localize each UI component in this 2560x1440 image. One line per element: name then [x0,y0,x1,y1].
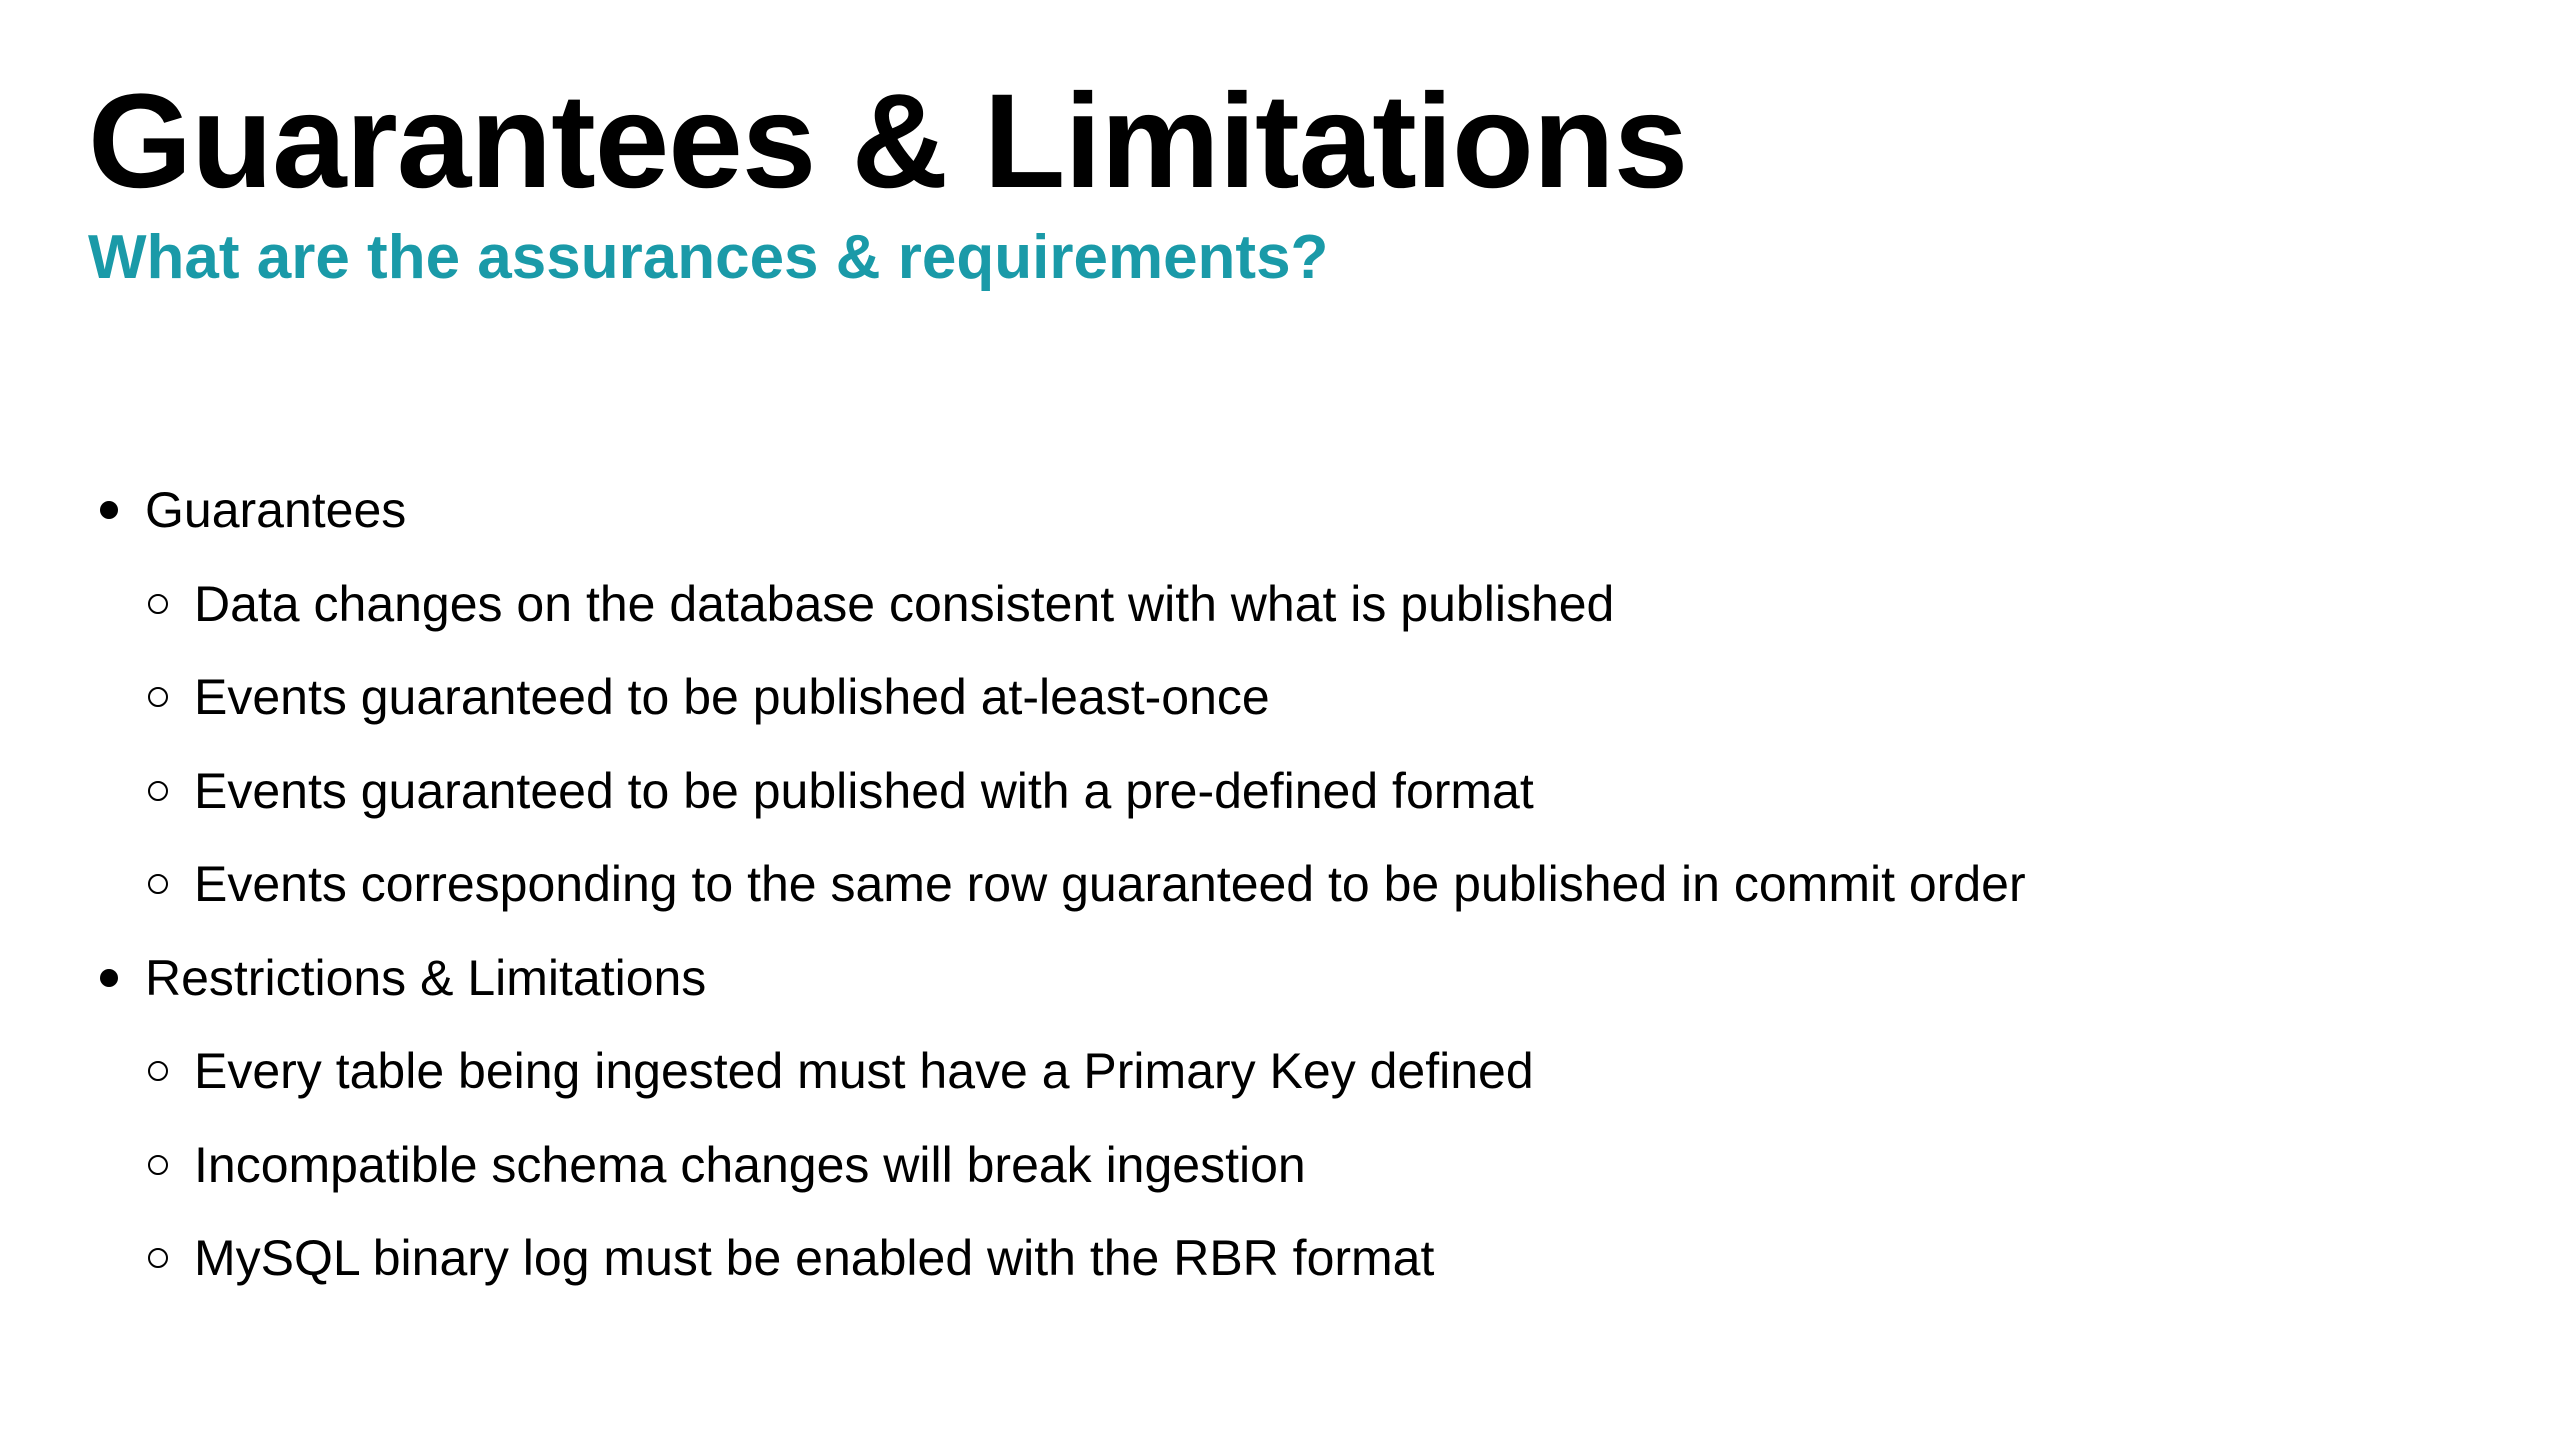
slide-subtitle: What are the assurances & requirements? [88,223,1329,292]
sub-bullet-text: Data changes on the database consistent with what is published [194,575,1615,632]
sub-bullet-text: Events corresponding to the same row guaranteed to be published in commit order [194,856,2026,912]
sub-bullet-item [0,844,2560,938]
bullet-guarantees [0,470,2560,564]
hollow-bullet-icon [148,751,168,831]
bullet-list [0,470,2560,1312]
sub-bullet-item [0,1218,2560,1312]
bullet-label: Guarantees [145,482,407,538]
sub-bullet-text: Events guaranteed to be published at-least-once [194,669,1270,725]
hollow-bullet-icon [148,1125,168,1205]
sub-bullet-item [0,1031,2560,1125]
sub-bullet-text: MySQL binary log must be enabled with the RBR format [194,1230,1435,1286]
hollow-bullet-icon [148,844,168,924]
filled-bullet-icon [100,470,118,550]
bullet-label: Restrictions & Limitations [145,949,707,1006]
sub-bullet-item [0,1125,2560,1219]
hollow-bullet-icon [148,564,168,644]
sub-bullet-text: Incompatible schema changes will break ingestion [194,1136,1306,1193]
sub-bullet-item [0,751,2560,845]
sub-bullet-text: Every table being ingested must have a Primary Key defined [194,1043,1534,1099]
slide-title: Guarantees & Limitations [88,67,1688,216]
hollow-bullet-icon [148,657,168,737]
bullet-restrictions [0,938,2560,1032]
filled-bullet-icon [100,938,118,1018]
sub-bullet-item [0,657,2560,751]
hollow-bullet-icon [148,1218,168,1298]
sub-bullet-item [0,564,2560,658]
sub-bullet-text: Events guaranteed to be published with a pre-defined format [194,762,1534,819]
hollow-bullet-icon [148,1031,168,1111]
